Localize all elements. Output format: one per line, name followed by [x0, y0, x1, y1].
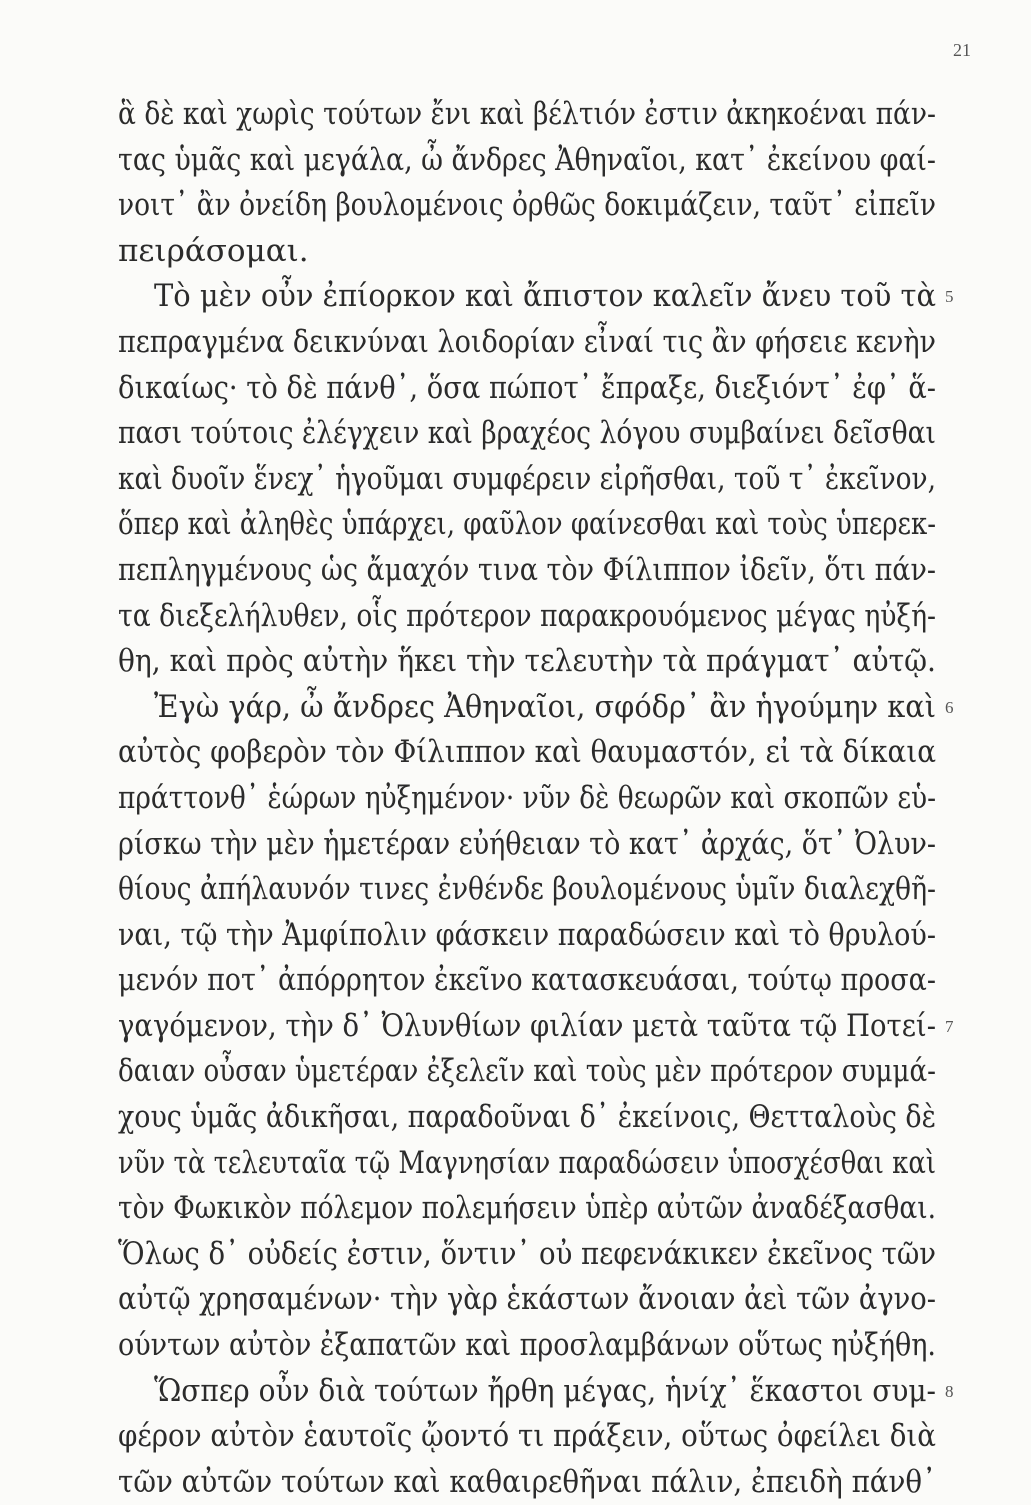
section-number: 8 — [945, 1381, 954, 1401]
line-text: θη, καὶ πρὸς αὐτὴν ἥκει τὴν τελευτὴν τὰ πράγματ᾽ αὐτῷ. — [118, 643, 936, 680]
text-line — [118, 1323, 936, 1369]
line-text: τὸν Φωκικὸν πόλεμον πολεμήσειν ὑπὲρ αὐτῶν ἀναδέξασθαι. — [118, 1190, 936, 1227]
text-line — [118, 274, 954, 320]
section-number: 7 — [945, 1016, 954, 1036]
text-line — [118, 229, 936, 275]
text-line — [118, 1460, 936, 1505]
line-text: Ὅλως δ᾽ οὐδείς ἐστιν, ὅντιν᾽ οὐ πεφενάκικεν ἐκεῖνος τῶν — [118, 1235, 936, 1272]
text-line — [118, 548, 936, 594]
line-text: νοιτ᾽ ἂν ὀνείδη βουλομένοις ὀρθῶς δοκιμάζειν, ταῦτ᾽ εἰπεῖν — [118, 187, 936, 224]
line-text: ούντων αὐτὸν ἐξαπατῶν καὶ προσλαμβάνων οὕτως ηὐξήθη. — [118, 1327, 936, 1364]
line-text: καὶ δυοῖν ἕνεχ᾽ ἡγοῦμαι συμφέρειν εἰρῆσθαι, τοῦ τ᾽ ἐκεῖνον, — [118, 460, 936, 497]
text-line — [118, 730, 936, 776]
line-text: πράττονθ᾽ ἑώρων ηὐξημένον· νῦν δὲ θεωρῶν καὶ σκοπῶν εὑ- — [118, 779, 936, 816]
line-text: ρίσκω τὴν μὲν ἡμετέραν εὐήθειαν τὸ κατ᾽ ἀρχάς, ὅτ᾽ Ὀλυν- — [118, 825, 936, 862]
line-text: θίους ἀπήλαυνόν τινες ἐνθένδε βουλομένους ὑμῖν διαλεχθῆ- — [118, 871, 936, 908]
text-line — [118, 320, 936, 366]
line-text: δικαίως· τὸ δὲ πάνθ᾽, ὅσα πώποτ᾽ ἔπραξε, διεξιόντ᾽ ἐφ᾽ ἅ- — [118, 369, 936, 406]
text-line — [118, 1414, 936, 1460]
line-text: γαγόμενον, τὴν δ᾽ Ὀλυνθίων φιλίαν μετὰ ταῦτα τῷ Ποτεί- — [118, 1007, 936, 1044]
text-line — [118, 1186, 936, 1232]
text-line — [118, 1141, 936, 1187]
text-line — [118, 639, 936, 685]
text-line — [118, 1277, 936, 1323]
text-line — [118, 594, 936, 640]
section-number: 5 — [945, 287, 954, 307]
line-text: νῦν τὰ τελευταῖα τῷ Μαγνησίαν παραδώσειν ὑποσχέσθαι καὶ — [118, 1144, 936, 1181]
text-line — [118, 1095, 936, 1141]
text-line — [118, 776, 936, 822]
text-line — [118, 867, 936, 913]
line-text: αὐτῷ χρησαμένων· τὴν γὰρ ἑκάστων ἄνοιαν ἀεὶ τῶν ἀγνο- — [118, 1281, 936, 1318]
line-text: μενόν ποτ᾽ ἀπόρρητον ἐκεῖνο κατασκευάσαι, τούτῳ προσα- — [118, 962, 936, 999]
text-line — [118, 366, 936, 412]
text-line — [118, 1049, 936, 1095]
text-line — [118, 913, 936, 959]
line-text: αὐτὸς φοβερὸν τὸν Φίλιππον καὶ θαυμαστόν, εἰ τὰ δίκαια — [118, 734, 936, 771]
section-number: 6 — [945, 697, 954, 717]
text-line — [118, 685, 954, 731]
line-text: χους ὑμᾶς ἀδικῆσαι, παραδοῦναι δ᾽ ἐκείνοις, Θετταλοὺς δὲ — [118, 1099, 936, 1136]
text-line — [118, 1232, 936, 1278]
line-text: τα διεξελήλυθεν, οἷς πρότερον παρακρουόμενος μέγας ηὐξή- — [118, 597, 936, 634]
line-text: πασι τούτοις ἐλέγχειν καὶ βραχέος λόγου συμβαίνει δεῖσθαι — [118, 415, 936, 452]
line-text: ναι, τῷ τὴν Ἀμφίπολιν φάσκειν παραδώσειν καὶ τὸ θρυλού- — [118, 916, 936, 953]
line-text: ἃ δὲ καὶ χωρὶς τούτων ἔνι καὶ βέλτιόν ἐστιν ἀκηκοέναι πάν- — [118, 96, 936, 132]
text-line — [118, 411, 936, 457]
text-line — [118, 138, 936, 184]
text-body — [118, 92, 954, 1505]
line-text: ὅπερ καὶ ἀληθὲς ὑπάρχει, φαῦλον φαίνεσθαι καὶ τοὺς ὑπερεκ- — [118, 506, 936, 543]
line-text: πεπληγμένους ὡς ἄμαχόν τινα τὸν Φίλιππον ἰδεῖν, ὅτι πάν- — [118, 551, 936, 588]
line-text: πειράσομαι. — [118, 232, 309, 269]
text-line — [118, 457, 936, 503]
text-line — [118, 1004, 954, 1050]
line-text: Ὥσπερ οὖν διὰ τούτων ἤρθη μέγας, ἡνίχ᾽ ἕκαστοι συμ- — [154, 1372, 936, 1409]
page-number: 21 — [953, 40, 971, 60]
text-line — [118, 1369, 954, 1415]
text-line — [118, 822, 936, 868]
line-text: Ἐγὼ γάρ, ὦ ἄνδρες Ἀθηναῖοι, σφόδρ᾽ ἂν ἡγούμην καὶ — [154, 688, 936, 725]
line-text: τῶν αὐτῶν τούτων καὶ καθαιρεθῆναι πάλιν, ἐπειδὴ πάνθ᾽ — [118, 1463, 936, 1500]
text-line — [118, 958, 936, 1004]
text-line — [118, 92, 936, 138]
text-line — [118, 183, 936, 229]
line-text: δαιαν οὖσαν ὑμετέραν ἐξελεῖν καὶ τοὺς μὲν πρότερον συμμά- — [118, 1053, 936, 1090]
line-text: Τὸ μὲν οὖν ἐπίορκον καὶ ἄπιστον καλεῖν ἄνευ τοῦ τὰ — [154, 278, 936, 315]
line-text: τας ὑμᾶς καὶ μεγάλα, ὦ ἄνδρες Ἀθηναῖοι, κατ᾽ ἐκείνου φαί- — [118, 141, 936, 178]
text-line — [118, 502, 936, 548]
line-text: πεπραγμένα δεικνύναι λοιδορίαν εἶναί τις ἂν φήσειε κενὴν — [118, 323, 936, 360]
line-text: φέρον αὐτὸν ἑαυτοῖς ᾤοντό τι πράξειν, οὕτως ὀφείλει διὰ — [118, 1418, 936, 1455]
